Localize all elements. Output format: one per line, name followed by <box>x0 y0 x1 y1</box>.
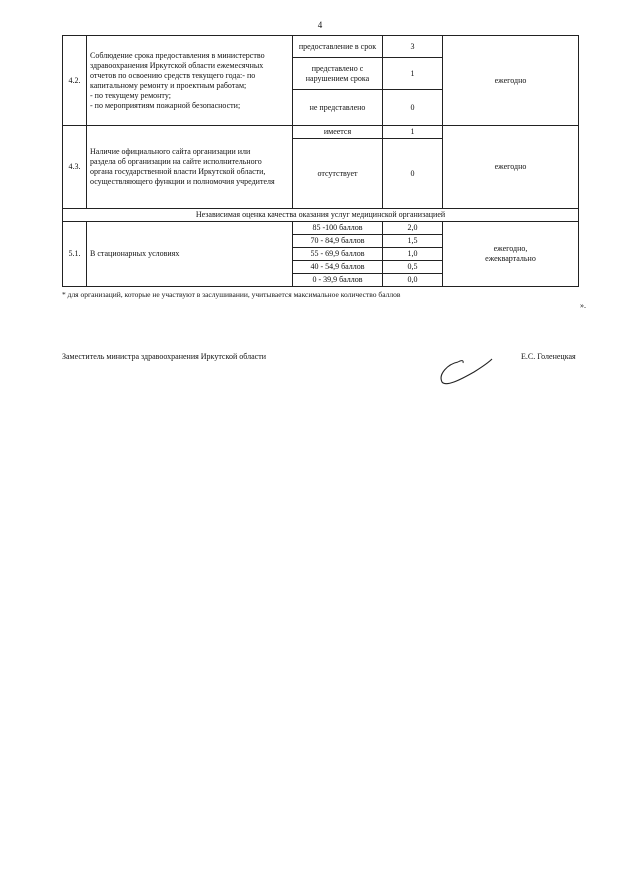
period-line: ежеквартально <box>485 254 536 263</box>
period-cell: ежегодно <box>443 36 579 126</box>
description-line: Соблюдение срока предоставления в министерство <box>90 50 265 60</box>
option-score: 1,5 <box>383 235 443 248</box>
period-cell: ежегодно <box>443 126 579 209</box>
page-number: 4 <box>317 20 323 30</box>
table-row <box>63 222 579 235</box>
option-label: отсутствует <box>293 139 383 209</box>
row-number: 4.3. <box>63 126 87 209</box>
criterion-description: В стационарных условиях <box>87 222 293 287</box>
option-label: представлено с нарушением срока <box>293 58 383 90</box>
option-score: 1,0 <box>383 248 443 261</box>
option-label: 40 - 54,9 баллов <box>293 261 383 274</box>
option-label: 0 - 39,9 баллов <box>293 274 383 287</box>
option-score: 0,5 <box>383 261 443 274</box>
footnote: * для организаций, которые не участвуют в заслушивании, учитывается максимальное количество баллов <box>62 290 401 299</box>
table-row <box>63 126 579 139</box>
option-label: 85 -100 баллов <box>293 222 383 235</box>
description-line: раздела об организации на сайте исполнительного <box>90 157 262 166</box>
criterion-description <box>87 126 293 209</box>
period-line: ежегодно, <box>493 244 528 253</box>
description-line: здравоохранения Иркутской области ежемесячных <box>90 60 264 70</box>
period-cell <box>443 222 579 287</box>
option-label: предоставление в срок <box>293 36 383 58</box>
table-row <box>63 36 579 58</box>
description-line: - по текущему ремонту; <box>90 90 171 100</box>
option-score: 0 <box>383 139 443 209</box>
option-label: 55 - 69,9 баллов <box>293 248 383 261</box>
option-label: не представлено <box>293 90 383 126</box>
option-label: имеется <box>293 126 383 139</box>
option-score: 1 <box>383 126 443 139</box>
signer-name: Е.С. Голенецкая <box>521 352 576 361</box>
option-label: 70 - 84,9 баллов <box>293 235 383 248</box>
description-line: Наличие официального сайта организации или <box>90 147 251 156</box>
row-number: 4.2. <box>63 36 87 126</box>
signer-title: Заместитель министра здравоохранения Иркутской области <box>62 352 266 361</box>
option-score: 3 <box>383 36 443 58</box>
description-line: - по мероприятиям пожарной безопасности; <box>90 100 241 110</box>
option-score: 0,0 <box>383 274 443 287</box>
section-header-row <box>63 209 579 222</box>
option-score: 2,0 <box>383 222 443 235</box>
option-score: 0 <box>383 90 443 126</box>
criterion-description <box>87 36 293 126</box>
description-line: осуществляющего функции и полномочия учредителя <box>90 177 275 186</box>
option-score: 1 <box>383 58 443 90</box>
description-line: отчетов по освоению средств текущего года:- по <box>90 70 256 80</box>
criteria-table <box>62 35 579 287</box>
description-line: органа государственной власти Иркутской области, <box>90 167 266 176</box>
closing-quote: ». <box>580 301 586 310</box>
row-number: 5.1. <box>63 222 87 287</box>
section-title: Независимая оценка качества оказания услуг медицинской организацией <box>63 209 579 222</box>
signature-icon <box>434 354 494 388</box>
description-line: капитальному ремонту и проектным работам; <box>90 80 247 90</box>
